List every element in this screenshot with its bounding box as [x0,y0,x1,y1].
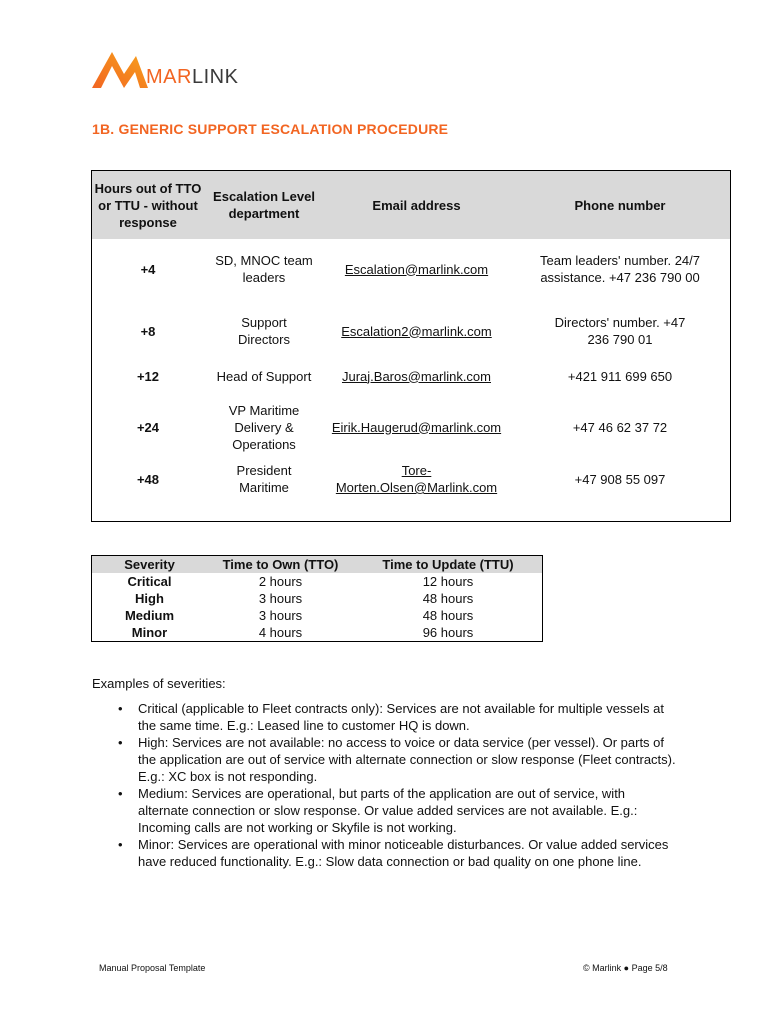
row-email-link[interactable]: Juraj.Baros@marlink.com [341,368,491,384]
severity-ttu: 48 hours [422,608,474,623]
row-phone: +47 908 55 097 [574,471,666,487]
bullet-icon: • [118,701,123,716]
severity-ttu: 48 hours [422,591,474,606]
severity-name: Medium [124,608,175,623]
header-hours: Hours out of TTO or TTU - without response [94,180,202,230]
table-row [92,624,542,641]
row-email-link[interactable]: Eirik.Haugerud@marlink.com [331,419,502,435]
list-item [118,836,678,870]
severity-table [91,555,543,642]
row-hours: +12 [136,368,160,384]
bullet-icon: • [118,786,123,801]
header-level: Escalation Level department [213,189,315,221]
header-email: Email address [372,197,461,213]
row-email-link[interactable]: Escalation2@marlink.com [341,323,492,339]
escalation-table [91,170,731,522]
row-email-link[interactable]: Escalation@marlink.com [344,261,489,277]
row-hours: +8 [140,323,156,339]
row-phone: +47 46 62 37 72 [572,419,668,435]
header-severity: Severity [124,557,175,572]
row-hours: +4 [140,261,156,277]
header-phone: Phone number [574,197,666,213]
examples-title: Examples of severities: [92,676,226,691]
row-level: VP Maritime Delivery & Operations [228,402,300,452]
severity-tto: 4 hours [258,625,303,640]
list-item [118,700,678,734]
severity-name: High [135,591,164,606]
severity-ttu: 96 hours [422,625,474,640]
footer-document-title: Manual Proposal Template [99,963,206,973]
list-item-text: High: Services are not available: no access to voice or data service (per vessel). Or parts of the application are out of service with alternate connection or slow response (Fleet contracts). E.g.: XC box is not responding. [138,735,676,784]
header-tto: Time to Own (TTO) [222,557,339,572]
row-hours: +48 [136,471,160,487]
row-level: Head of Support [216,368,312,384]
severity-tto: 3 hours [258,591,303,606]
row-level: SD, MNOC team leaders [215,253,313,285]
severity-table-header [92,556,542,573]
list-item-text: Medium: Services are operational, but parts of the application are out of service, with alternate connection or slow response. Or value added services are not available. E.g.: Incoming calls are not working or Skyfile is not working. [138,786,638,835]
list-item-text: Critical (applicable to Fleet contracts only): Services are not available for multiple vessels at the same time. E.g.: Leased line to customer HQ is down. [138,701,665,733]
severity-tto: 2 hours [258,574,303,589]
row-level: Support Directors [237,315,290,347]
severity-name: Minor [131,625,168,640]
severity-ttu: 12 hours [422,574,474,589]
bullet-icon: • [118,735,123,750]
header-ttu: Time to Update (TTU) [382,557,514,572]
page-heading: 1B. GENERIC SUPPORT ESCALATION PROCEDURE [92,121,449,137]
row-phone: Team leaders' number. 24/7 assistance. +47 236 790 00 [539,253,701,285]
severity-examples-list [118,700,678,870]
logo-wordmark: MARLINK [146,66,239,88]
marlink-logo-icon [90,48,150,92]
list-item-text: Minor: Services are operational with minor noticeable disturbances. Or value added services have reduced functionality. E.g.: Slow data connection or bad quality on one phone line. [138,837,669,869]
row-email-link[interactable]: Tore-Morten.Olsen@Marlink.com [335,463,498,495]
row-phone: Directors' number. +47 236 790 01 [554,315,686,347]
logo-wordmark-rest: LINK [191,66,239,88]
severity-tto: 3 hours [258,608,303,623]
row-level: President Maritime [236,463,292,495]
row-hours: +24 [136,419,160,435]
marlink-logo [90,48,260,92]
row-phone: +421 911 699 650 [567,368,673,384]
table-row [92,573,542,590]
severity-name: Critical [127,574,172,589]
table-row [92,607,542,624]
footer-page-number: © Marlink ● Page 5/8 [583,963,668,973]
list-item [118,734,678,785]
bullet-icon: • [118,837,123,852]
list-item [118,785,678,836]
table-row [92,590,542,607]
